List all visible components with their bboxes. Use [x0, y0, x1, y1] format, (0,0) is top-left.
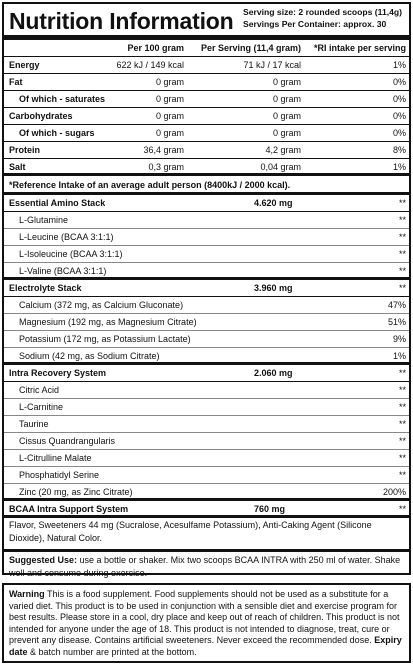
stack-item-row	[4, 263, 409, 280]
stack-item-ri: **	[398, 470, 406, 480]
nutrient-name: Protein	[9, 145, 41, 155]
stack-item-name: Magnesium (192 mg, as Magnesium Citrate)	[19, 317, 197, 327]
stack-row	[4, 365, 409, 382]
stack-item-name: Calcium (372 mg, as Calcium Gluconate)	[19, 300, 184, 310]
stack-item-ri: 1%	[392, 351, 406, 361]
stack-item-row	[4, 450, 409, 467]
stack-name: Essential Amino Stack	[9, 198, 106, 208]
nutrient-per-serving: 0 gram	[272, 128, 301, 138]
stack-item-ri: 200%	[382, 487, 406, 497]
nutrient-name: Carbohydrates	[9, 111, 73, 121]
nutrition-label	[2, 2, 411, 578]
nutrient-ri: 8%	[392, 145, 406, 155]
stack-item-name: L-Glutamine	[19, 215, 69, 225]
nutrient-per-serving: 0,04 gram	[260, 162, 301, 172]
nutrient-row	[4, 57, 409, 74]
nutrient-per-serving: 0 gram	[272, 77, 301, 87]
stack-item-ri: **	[398, 249, 406, 259]
stack-item-row	[4, 314, 409, 331]
warning-text: This is a food supplement. Food supplements should not be used as a substitute for a varied diet. This product is to be used in conjunction with a sensible diet and exercise program for best results. Please store in a cool, dry place and keep out of reach of children. This product is not intended for anyone under the age of 18. This product is not intended to diagnose, treat, cure or prevent any disease. Contains artificial sweeteners. Never exceed the recommended dose.	[9, 589, 400, 646]
column-header-row	[4, 40, 409, 57]
expiry-text: & batch number are printed at the bottom.	[27, 646, 197, 657]
expiry-label: Expiry date	[9, 635, 402, 657]
stack-item-name: Taurine	[19, 419, 49, 429]
column-header-per-serving: Per Serving (11,4 gram)	[200, 43, 301, 53]
stack-item-row	[4, 348, 409, 365]
stack-amount: 760 mg	[254, 504, 286, 514]
nutrient-ri: 0%	[392, 77, 406, 87]
stack-item-row	[4, 467, 409, 484]
stack-item-ri: 51%	[387, 317, 406, 327]
stack-item-ri: **	[398, 385, 406, 395]
reference-note-row	[4, 176, 409, 195]
stack-item-ri: **	[398, 419, 406, 429]
nutrient-row	[4, 142, 409, 159]
warning-label: Warning	[9, 589, 45, 599]
nutrient-ri: 0%	[392, 128, 406, 138]
stack-item-ri: **	[398, 266, 406, 276]
stack-item-row	[4, 229, 409, 246]
page-title: Nutrition Information	[9, 8, 234, 34]
stack-row	[4, 280, 409, 297]
stack-row	[4, 195, 409, 212]
nutrient-name: Fat	[9, 77, 23, 87]
nutrient-row	[4, 108, 409, 125]
stack-item-row	[4, 331, 409, 348]
servings-per-container: Servings Per Container: approx. 30	[243, 18, 387, 29]
nutrient-per-100: 622 kJ / 149 kcal	[116, 60, 184, 70]
nutrient-per-serving: 0 gram	[272, 94, 301, 104]
nutrient-per-100: 36,4 gram	[143, 145, 184, 155]
nutrient-name: Of which - saturates	[19, 94, 106, 104]
suggested-use-label: Suggested Use:	[9, 555, 78, 565]
nutrient-per-100: 0 gram	[155, 111, 184, 121]
label-header	[4, 4, 409, 40]
stack-ri: **	[398, 198, 406, 208]
stack-amount: 2.060 mg	[254, 368, 293, 378]
stack-item-name: L-Valine (BCAA 3:1:1)	[19, 266, 107, 276]
nutrient-ri: 1%	[392, 60, 406, 70]
suggested-use-section	[4, 549, 409, 578]
reference-note: *Reference Intake of an average adult person (8400kJ / 2000 kcal).	[9, 180, 291, 190]
nutrient-name: Of which - sugars	[19, 128, 95, 138]
nutrient-per-serving: 4,2 gram	[265, 145, 301, 155]
nutrient-row	[4, 74, 409, 91]
stack-item-ri: **	[398, 402, 406, 412]
stack-item-ri: **	[398, 453, 406, 463]
stack-item-name: Citric Acid	[19, 385, 60, 395]
nutrient-row	[4, 159, 409, 176]
warning-box	[2, 583, 411, 663]
stack-item-row	[4, 212, 409, 229]
nutrient-name: Salt	[9, 162, 26, 172]
nutrient-per-100: 0 gram	[155, 94, 184, 104]
stack-ri: **	[398, 368, 406, 378]
stack-item-ri: **	[398, 436, 406, 446]
stack-item-row	[4, 484, 409, 501]
column-header-ri: *RI intake per serving	[314, 43, 407, 53]
stack-item-name: L-Carnitine	[19, 402, 64, 412]
stack-ri: **	[398, 504, 406, 514]
stack-item-ri: 9%	[392, 334, 406, 344]
stack-item-name: L-Leucine (BCAA 3:1:1)	[19, 232, 114, 242]
suggested-use-text: use a bottle or shaker. Mix two scoops BCAA INTRA with 250 ml of water. Shake well and consume during exercise.	[9, 555, 401, 578]
flavour-ingredients: Flavor, Sweeteners 44 mg (Sucralose, Acesulfame Potassium), Anti-Caking Agent (Silicone Dioxide), Natural Color.	[9, 520, 372, 543]
suggested-use	[9, 554, 407, 579]
nutrient-per-100: 0 gram	[155, 128, 184, 138]
stack-item-name: Sodium (42 mg, as Sodium Citrate)	[19, 351, 160, 361]
serving-info	[243, 7, 402, 30]
stack-item-name: Potassium (172 mg, as Potassium Lactate)	[19, 334, 191, 344]
stack-item-name: Cissus Quandrangularis	[19, 436, 116, 446]
stack-name: BCAA Intra Support System	[9, 504, 129, 514]
stack-item-row	[4, 399, 409, 416]
nutrient-per-serving: 0 gram	[272, 111, 301, 121]
stack-name: Intra Recovery System	[9, 368, 107, 378]
stack-item-name: Phosphatidyl Serine	[19, 470, 100, 480]
nutrient-row	[4, 125, 409, 142]
stack-item-ri: 47%	[387, 300, 406, 310]
stack-item-row	[4, 246, 409, 263]
serving-size: Serving size: 2 rounded scoops (11,4g)	[243, 7, 403, 17]
stack-name: Electrolyte Stack	[9, 283, 82, 293]
stack-item-row	[4, 382, 409, 399]
stack-item-ri: **	[398, 215, 406, 225]
stack-ri: **	[398, 283, 406, 293]
nutrient-per-100: 0,3 gram	[148, 162, 184, 172]
nutrient-row	[4, 91, 409, 108]
stack-item-row	[4, 433, 409, 450]
stack-item-name: L-Isoleucine (BCAA 3:1:1)	[19, 249, 123, 259]
nutrient-per-100: 0 gram	[155, 77, 184, 87]
stack-row	[4, 501, 409, 518]
stack-amount: 4.620 mg	[254, 198, 293, 208]
stack-item-ri: **	[398, 232, 406, 242]
nutrient-ri: 1%	[392, 162, 406, 172]
nutrient-name: Energy	[9, 60, 40, 70]
stack-item-row	[4, 416, 409, 433]
stack-item-name: Zinc (20 mg, as Zinc Citrate)	[19, 487, 133, 497]
nutrient-ri: 0%	[392, 111, 406, 121]
nutrient-per-serving: 71 kJ / 17 kcal	[243, 60, 301, 70]
nutrient-ri: 0%	[392, 94, 406, 104]
stack-amount: 3.960 mg	[254, 283, 293, 293]
column-header-per-100: Per 100 gram	[127, 43, 184, 53]
stack-item-name: L-Citrulline Malate	[19, 453, 92, 463]
stack-item-row	[4, 297, 409, 314]
